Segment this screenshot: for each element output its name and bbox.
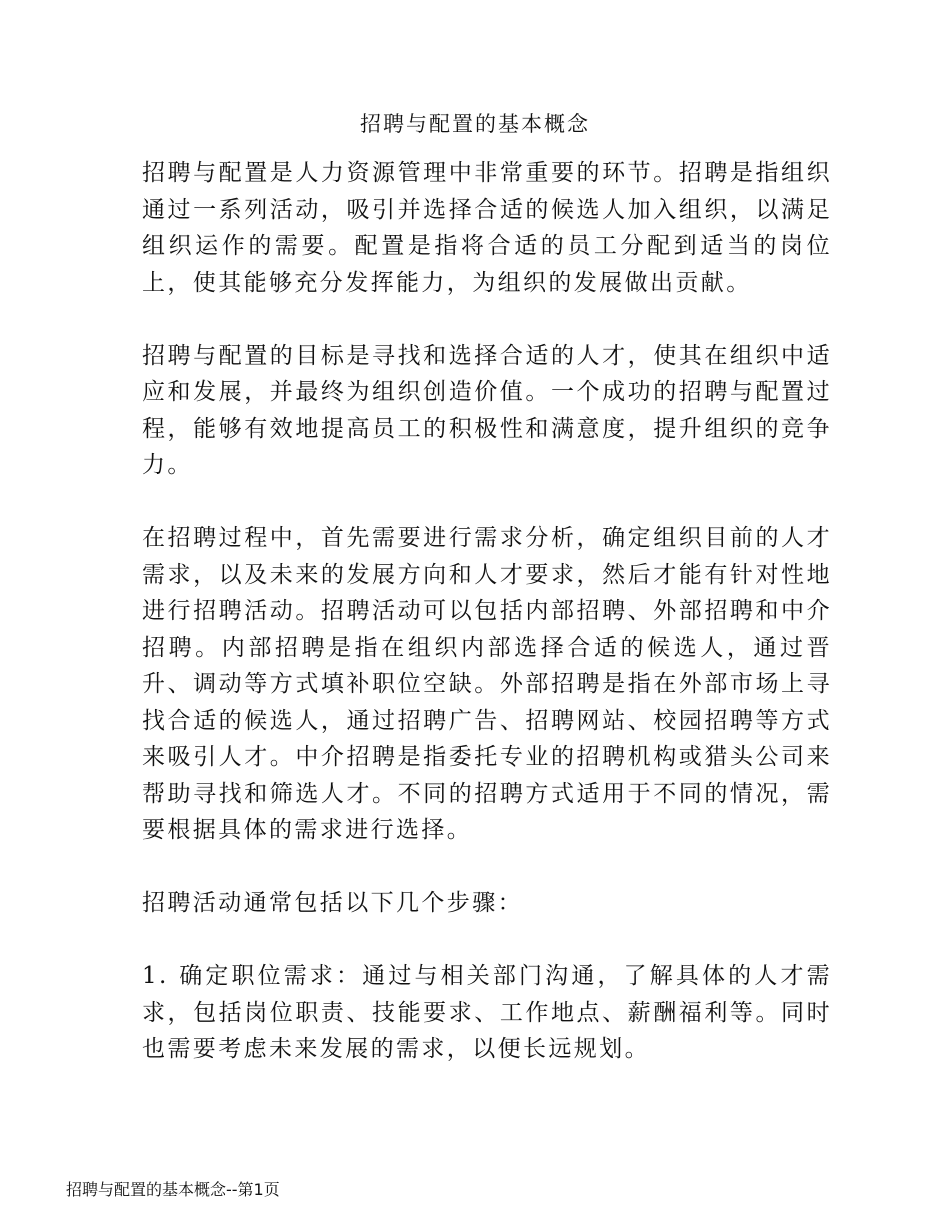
paragraph-intro: 招聘与配置是人力资源管理中非常重要的环节。招聘是指组织通过一系列活动，吸引并选择合适的候选人加入组织，以满足组织运作的需要。配置是指将合适的员工分配到适当的岗位上，使其能够充分发挥能力，为组织的发展做出贡献。 (142, 160, 832, 296)
paragraph-goals: 招聘与配置的目标是寻找和选择合适的人才，使其在组织中适应和发展，并最终为组织创造价值。一个成功的招聘与配置过程，能够有效地提高员工的积极性和满意度，提升组织的竞争力。 (142, 342, 832, 478)
paragraph-steps-intro: 招聘活动通常包括以下几个步骤： (142, 890, 523, 916)
paragraph-process: 在招聘过程中，首先需要进行需求分析，确定组织目前的人才需求，以及未来的发展方向和人才要求，然后才能有针对性地进行招聘活动。招聘活动可以包括内部招聘、外部招聘和中介招聘。内部招聘是指在组织内部选择合适的候选人，通过晋升、调动等方式填补职位空缺。外部招聘是指在外部市场上寻找合适的候选人，通过招聘广告、招聘网站、校园招聘等方式来吸引人才。中介招聘是指委托专业的招聘机构或猎头公司来帮助寻找和筛选人才。不同的招聘方式适用于不同的情况，需要根据具体的需求进行选择。 (142, 525, 832, 843)
paragraph-step-1: 1. 确定职位需求：通过与相关部门沟通，了解具体的人才需求，包括岗位职责、技能要求、工作地点、薪酬福利等。同时也需要考虑未来发展的需求，以便长远规划。 (142, 963, 832, 1062)
page-footer: 招聘与配置的基本概念--第1页 (66, 1180, 280, 1199)
document-body (142, 155, 832, 1104)
document-title: 招聘与配置的基本概念 (360, 112, 590, 136)
